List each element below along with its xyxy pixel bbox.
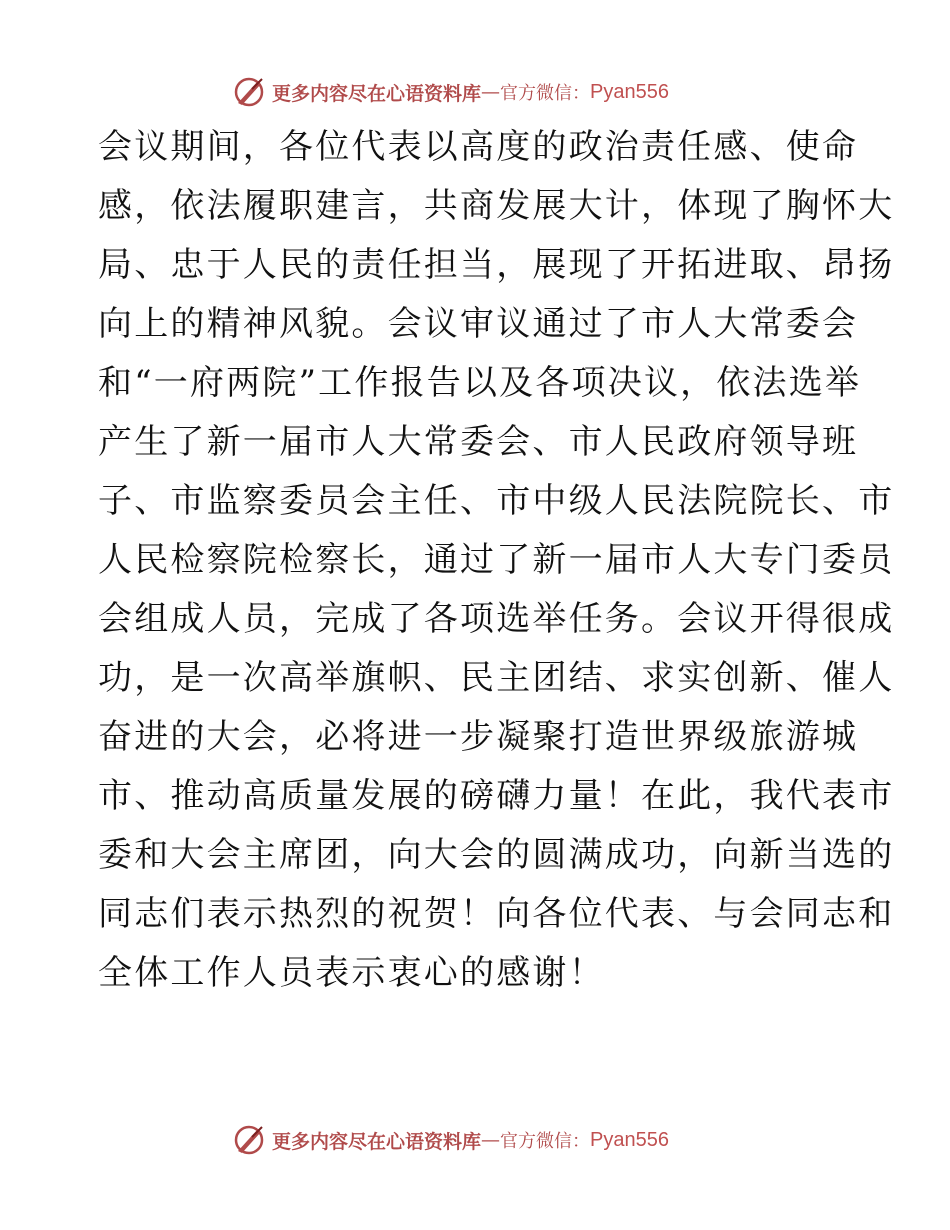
header-wechat-id: Pyan556 bbox=[590, 80, 669, 103]
header-promo-text: 更多内容尽在心语资料库 bbox=[272, 82, 482, 105]
body-line: 同志们表示热烈的祝贺！向各位代表、与会同志和 bbox=[98, 894, 895, 934]
body-line: 和“一府两院”工作报告以及各项决议，依法选举 bbox=[98, 363, 862, 403]
body-line: 人民检察院检察长，通过了新一届市人大专门委员 bbox=[98, 540, 895, 580]
quill-logo-icon bbox=[232, 1123, 266, 1157]
header-wechat-label: 官方微信： bbox=[500, 83, 591, 104]
body-line: 会议期间，各位代表以高度的政治责任感、使命 bbox=[98, 127, 859, 167]
body-line: 全体工作人员表示衷心的感谢！ bbox=[98, 953, 605, 993]
body-line: 局、忠于人民的责任担当，展现了开拓进取、昂扬 bbox=[98, 245, 895, 285]
body-line: 感，依法履职建言，共商发展大计，体现了胸怀大 bbox=[98, 186, 895, 226]
body-line: 功，是一次高举旗帜、民主团结、求实创新、催人 bbox=[98, 658, 895, 698]
body-line: 奋进的大会，必将进一步凝聚打造世界级旅游城 bbox=[98, 717, 859, 757]
header-dash: — bbox=[481, 81, 501, 103]
quill-logo-icon bbox=[232, 75, 266, 109]
footer-banner bbox=[232, 1120, 732, 1160]
header-banner bbox=[232, 72, 732, 112]
body-line: 市、推动高质量发展的磅礴力量！在此，我代表市 bbox=[98, 776, 895, 816]
body-line: 向上的精神风貌。会议审议通过了市人大常委会 bbox=[98, 304, 859, 344]
footer-dash: — bbox=[481, 1129, 501, 1151]
body-line: 会组成人员，完成了各项选举任务。会议开得很成 bbox=[98, 599, 895, 639]
body-line: 产生了新一届市人大常委会、市人民政府领导班 bbox=[98, 422, 859, 462]
body-line: 委和大会主席团，向大会的圆满成功，向新当选的 bbox=[98, 835, 895, 875]
footer-wechat-label: 官方微信： bbox=[500, 1131, 591, 1152]
document-body bbox=[98, 118, 895, 1003]
footer-promo-text: 更多内容尽在心语资料库 bbox=[272, 1130, 482, 1153]
footer-wechat-id: Pyan556 bbox=[590, 1128, 669, 1151]
body-line: 子、市监察委员会主任、市中级人民法院院长、市 bbox=[98, 481, 895, 521]
